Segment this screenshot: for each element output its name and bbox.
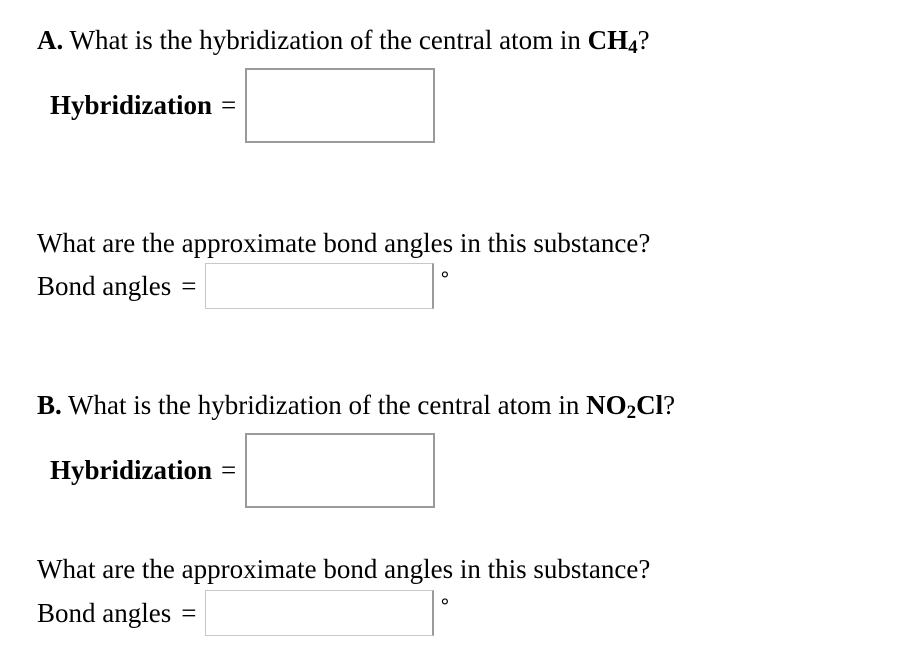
- formula-no2cl-tail: Cl: [636, 390, 664, 420]
- angles-a-label: Bond angles: [37, 270, 172, 301]
- question-a-end: ?: [637, 25, 650, 55]
- angles-b-input[interactable]: [205, 590, 434, 636]
- angles-b-label: Bond angles: [37, 597, 172, 628]
- angles-b-question: What are the approximate bond angles in this substance?: [37, 554, 651, 584]
- hybridization-b-dropzone[interactable]: [245, 433, 435, 508]
- angles-a-question: What are the approximate bond angles in this substance?: [37, 228, 651, 258]
- degree-symbol-b: °: [440, 594, 450, 619]
- formula-ch4-main: CH: [587, 25, 629, 55]
- angles-b-row: [37, 588, 449, 638]
- hybridization-a-row: [50, 67, 435, 143]
- question-a-prefix: A.: [37, 25, 64, 55]
- degree-symbol-a: °: [440, 267, 450, 292]
- hybridization-a-label: Hybridization: [50, 89, 213, 120]
- question-a-text: What is the hybridization of the central atom in: [63, 25, 588, 55]
- angles-a-input[interactable]: [205, 263, 434, 309]
- hybridization-b-label: Hybridization: [50, 454, 213, 485]
- angles-a-equals: =: [181, 270, 197, 301]
- question-b-prefix: B.: [37, 390, 62, 420]
- hybridization-a-dropzone[interactable]: [245, 68, 435, 143]
- formula-no2cl: [586, 390, 664, 423]
- question-b-end: ?: [663, 390, 676, 420]
- angles-b-equals: =: [181, 597, 197, 628]
- question-b-text: What is the hybridization of the central atom in: [61, 390, 587, 420]
- formula-ch4-sub: 4: [628, 37, 638, 58]
- hybridization-a-equals: =: [221, 89, 237, 120]
- question-a: [37, 24, 650, 56]
- hybridization-b-equals: =: [221, 454, 237, 485]
- angles-a-row: [37, 261, 449, 311]
- formula-ch4: [587, 25, 638, 58]
- hybridization-b-row: [50, 432, 435, 508]
- question-b: [37, 389, 675, 421]
- formula-no2cl-sub: 2: [626, 402, 637, 423]
- formula-no2cl-main: NO: [586, 390, 627, 420]
